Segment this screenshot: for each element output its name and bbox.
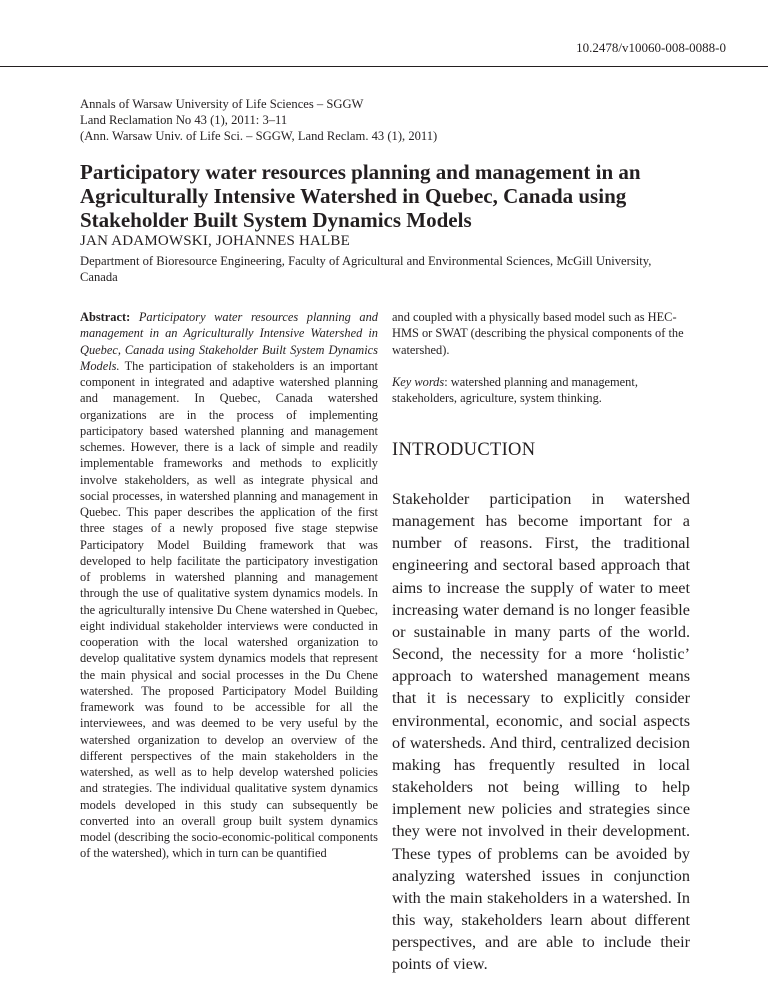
- doi-number: 10.2478/v10060-008-0088-0: [576, 40, 726, 55]
- abstract-italic-title: Participatory water resources planning and management in an Agriculturally Intensive Watershed in Quebec, Canada using Stakeholder Built System Dynamics Models.: [80, 310, 378, 373]
- journal-line-1: Annals of Warsaw University of Life Sciences – SGGW: [80, 97, 364, 111]
- abstract-continuation: and coupled with a physically based model such as HEC-HMS or SWAT (describing the physical components of the watershed).: [392, 310, 684, 357]
- abstract-text: The participation of stakeholders is an important component in integrated and adaptive watershed planning and management. In Quebec, Canada watershed organizations are in the process of implementing participatory based watershed planning and management schemes. However, there is a lack of simple and readily implementable frameworks and methods to explicitly involve stakeholders, as well as integrate physical and social processes, in watershed planning and management in Quebec. This paper describes the application of the first three stages of a newly proposed five stage stepwise Participatory Model Building framework that was developed to help facilitate the participatory investigation of problems in watershed planning and management through the use of qualitative system dynamics models. In the agriculturally intensive Du Chene watershed in Quebec, eight individual stakeholder interviews were conducted in cooperation with the local watershed organization to develop qualitative system dynamics models that represent the main physical and social processes in the Du Chene watershed. The proposed Participatory Model Building framework was found to be accessible for all the interviewees, and was deemed to be very useful by the watershed organization to develop an overview of the different perspectives of the main stakeholders in the watershed, as well as to help develop watershed policies and strategies. The individual qualitative system dynamics models developed in this study can subsequently be converted into an overall group built system dynamics model (describing the socio-economic-political components of the watershed), which in turn can be quantified: [80, 358, 378, 861]
- introduction-heading: INTRODUCTION: [392, 440, 536, 460]
- journal-line-2: Land Reclamation No 43 (1), 2011: 3–11: [80, 113, 288, 127]
- affiliation: Department of Bioresource Engineering, Faculty of Agricultural and Environmental Sciences, McGill University, Canada: [80, 254, 652, 284]
- keywords-label: Key words: [392, 375, 445, 389]
- keywords-block: [392, 374, 687, 407]
- abstract-label: Abstract:: [80, 310, 131, 324]
- journal-citation: [80, 96, 700, 144]
- abstract-block: [80, 309, 378, 862]
- authors: JAN ADAMOWSKI, JOHANNES HALBE: [80, 233, 350, 249]
- journal-line-3: (Ann. Warsaw Univ. of Life Sci. – SGGW, Land Reclam. 43 (1), 2011): [80, 129, 438, 143]
- keywords-text: : watershed planning and management, stakeholders, agriculture, system thinking.: [392, 375, 638, 406]
- paper-title: Participatory water resources planning and management in an Agriculturally Intensive Watershed in Quebec, Canada using Stakeholder Built System Dynamics Models: [80, 160, 641, 232]
- header-rule: [0, 66, 768, 67]
- introduction-body: Stakeholder participation in watershed management has become important for a number of reasons. First, the traditional engineering and sectoral based approach that aims to increase the supply of water to meet increasing water demand is no longer feasible or sustainable in many parts of the world. Second, the necessity for a more ‘holistic’ approach to watershed management means that it is necessary to explicitly consider environmental, economic, and social aspects of watersheds. And third, centralized decision making has frequently resulted in local stakeholders not being willing to help implement new policies and strategies since they were not involved in their development. These types of problems can be avoided by analyzing watershed issues in conjunction with the main stakeholders in a watershed. In this way, stakeholders learn about different perspectives, and are able to include their points of view.: [392, 490, 690, 974]
